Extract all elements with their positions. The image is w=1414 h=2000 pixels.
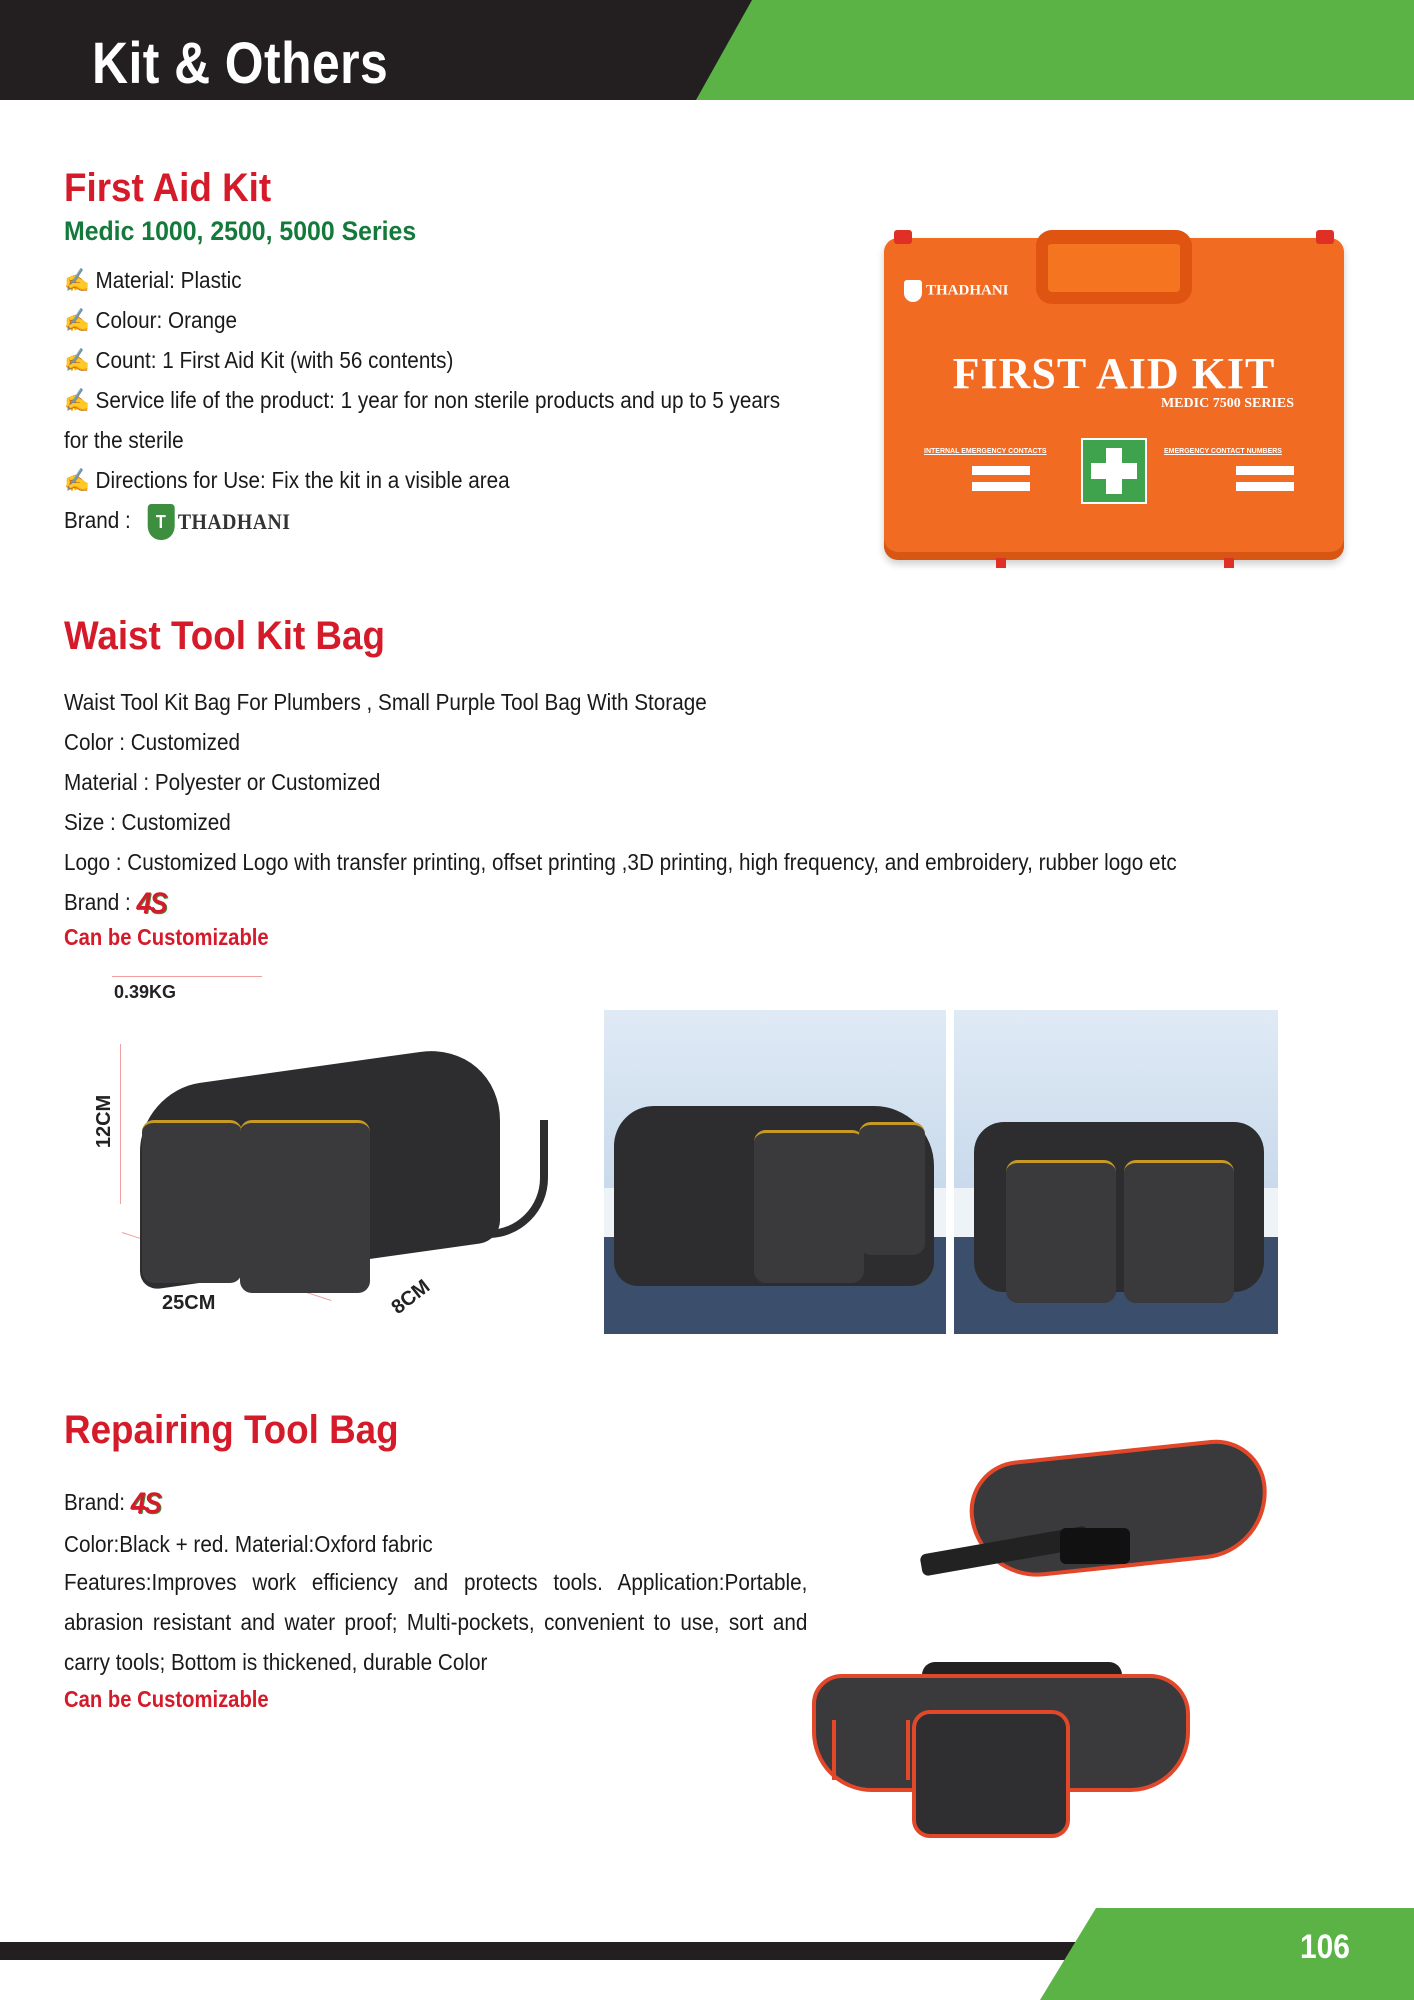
footer-bar: [0, 1942, 1080, 1960]
kit-handle: [1036, 230, 1192, 304]
height-line: [120, 1044, 121, 1204]
customizable-note: Can be Customizable: [64, 1686, 269, 1712]
belt-main-pocket: [912, 1710, 1070, 1838]
first-aid-title: First Aid Kit: [64, 166, 272, 210]
kit-left-label: INTERNAL EMERGENCY CONTACTS: [924, 448, 1047, 455]
brand-line: Brand : T THADHANI: [64, 500, 780, 542]
spec-line: ✍ Service life of the product: 1 year for non sterile products and up to 5 years: [64, 387, 781, 413]
kit-field: [1236, 482, 1294, 491]
waist-bag-title: Waist Tool Kit Bag: [64, 614, 385, 658]
kit-foot: [996, 558, 1006, 568]
kit-latch: [1316, 230, 1334, 244]
waist-bag-photo-side: [604, 1010, 946, 1334]
kit-field: [972, 482, 1030, 491]
brand-line: Brand : 4S: [64, 882, 1177, 924]
spec-line: ✍ Count: 1 First Aid Kit (with 56 contents): [64, 347, 454, 373]
footer-green-tab: [1040, 1908, 1414, 2000]
writing-hand-icon: ✍: [64, 307, 90, 333]
kit-title: FIRST AID KIT: [952, 349, 1276, 398]
depth-label: 8CM: [387, 1275, 435, 1319]
spec-line: Material : Polyester or Customized: [64, 769, 381, 795]
first-aid-specs: [64, 260, 860, 542]
repair-color-line: Color:Black + red. Material:Oxford fabric: [64, 1530, 433, 1557]
writing-hand-icon: ✍: [64, 387, 90, 413]
spec-line: Waist Tool Kit Bag For Plumbers , Small Purple Tool Bag With Storage: [64, 689, 707, 715]
spec-line: Size : Customized: [64, 809, 231, 835]
cross-horizontal: [1091, 463, 1137, 479]
kit-series: MEDIC 7500 SERIES: [1160, 396, 1294, 411]
spec-line: Logo : Customized Logo with transfer printing, offset printing ,3D printing, high frequency, and embroidery, rubber logo etc: [64, 849, 1177, 875]
spec-line-continuation: for the sterile: [64, 427, 184, 453]
repair-belt-image-bottom: [812, 1650, 1192, 1850]
waist-bag-strap: [430, 1120, 548, 1238]
belt-tool-slots: [832, 1720, 910, 1780]
kit-foot: [1224, 558, 1234, 568]
thadhani-shield-icon: T: [147, 504, 174, 540]
spec-line: ✍ Directions for Use: Fix the kit in a visible area: [64, 467, 510, 493]
weight-label: 0.39KG: [114, 982, 177, 1002]
writing-hand-icon: ✍: [64, 347, 90, 373]
kit-right-label: EMERGENCY CONTACT NUMBERS: [1164, 448, 1282, 455]
repair-belt-image-top: [910, 1440, 1280, 1610]
buckle-icon: [1060, 1528, 1130, 1564]
first-aid-subtitle: Medic 1000, 2500, 5000 Series: [64, 216, 417, 246]
height-label: 12CM: [93, 1094, 116, 1149]
waist-bag-specs: [64, 682, 1300, 924]
spec-line: Color : Customized: [64, 729, 241, 755]
repair-bag-title: Repairing Tool Bag: [64, 1408, 399, 1452]
repair-features: Features:Improves work efficiency and protects tools. Application:Portable, abrasion resistant and water proof; Multi-pockets, convenient to use, sort and carry tools; Bottom is thickened, durable Color: [64, 1569, 808, 1675]
customizable-note: Can be Customizable: [64, 924, 269, 950]
kit-field: [972, 466, 1030, 475]
spec-line: ✍ Colour: Orange: [64, 307, 238, 333]
repair-bag-brand-line: Brand: 4S Color:Black + red. Material:Oxford fabric: [64, 1482, 474, 1564]
four-s-logo: 4S: [130, 1486, 161, 1520]
waist-bag-photo-front: [954, 1010, 1278, 1334]
width-label: 25CM: [162, 1292, 216, 1314]
waist-bag-dimension-image: [90, 970, 530, 1350]
four-s-logo: 4S: [136, 886, 166, 920]
writing-hand-icon: ✍: [64, 467, 90, 493]
page-title: Kit & Others: [92, 31, 389, 96]
waist-bag-front-pocket: [240, 1120, 370, 1293]
first-aid-kit-image: [884, 230, 1344, 570]
waist-bag-side-pocket: [142, 1120, 242, 1283]
spec-line: ✍ Material: Plastic: [64, 267, 242, 293]
kit-field: [1236, 466, 1294, 475]
kit-brand: THADHANI: [904, 280, 1009, 302]
thadhani-logo: T THADHANI: [147, 502, 290, 542]
kit-latch: [894, 230, 912, 244]
weight-line: [112, 976, 262, 977]
writing-hand-icon: ✍: [64, 267, 90, 293]
page-number: 106: [1300, 1928, 1350, 1966]
